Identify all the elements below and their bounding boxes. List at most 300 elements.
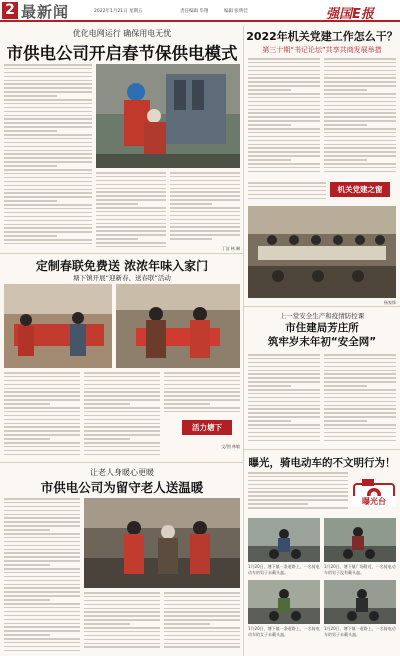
story3-photo-right	[116, 284, 240, 368]
body-text-line	[248, 370, 320, 372]
body-text-line	[324, 358, 396, 360]
body-text-line	[248, 109, 320, 111]
body-text-line	[248, 74, 320, 76]
body-text-line	[164, 631, 240, 633]
body-text-line	[84, 631, 160, 633]
body-text-line	[324, 89, 367, 91]
body-text-line	[4, 498, 80, 500]
body-text-line	[324, 393, 396, 395]
body-text-line	[4, 399, 80, 401]
body-text-line	[324, 105, 396, 107]
body-text-line	[84, 454, 160, 456]
body-text-line	[324, 401, 396, 403]
body-text-line	[84, 384, 160, 386]
body-text-line	[4, 384, 80, 386]
body-text-line	[324, 70, 396, 72]
body-text-line	[248, 488, 348, 490]
body-text-line	[324, 128, 396, 130]
story2-body-col3	[248, 182, 326, 202]
story4-kicker: 上一堂安全生产和疫情防控课	[279, 312, 365, 320]
story6-body-col3	[164, 592, 240, 654]
body-text-line	[84, 372, 160, 374]
body-text-line	[4, 177, 92, 179]
body-text-line	[4, 103, 92, 105]
body-text-line	[170, 176, 240, 178]
body-text-line	[248, 491, 348, 493]
body-text-line	[4, 204, 92, 206]
body-text-line	[96, 203, 138, 205]
body-text-line	[164, 372, 240, 374]
body-text-line	[164, 635, 240, 637]
body-text-line	[248, 66, 320, 68]
body-text-line	[4, 626, 80, 628]
body-text-line	[84, 635, 160, 637]
body-text-line	[170, 226, 240, 228]
story1-body-col1	[4, 64, 92, 250]
story6-body-col2	[84, 592, 160, 654]
body-text-line	[248, 405, 320, 407]
body-text-line	[248, 159, 291, 161]
story2-photo	[248, 206, 396, 298]
body-text-line	[4, 634, 50, 636]
body-text-line	[4, 537, 80, 539]
body-text-line	[84, 615, 160, 617]
body-text-line	[84, 411, 160, 413]
body-text-line	[84, 403, 130, 405]
body-text-line	[248, 171, 320, 173]
column-divider	[243, 26, 244, 656]
body-text-line	[248, 408, 320, 410]
story6-headline: 市供电公司为留守老人送温暖	[40, 480, 204, 495]
body-text-line	[4, 514, 80, 516]
body-text-line	[324, 436, 396, 438]
body-text-line	[4, 200, 57, 202]
body-text-line	[324, 159, 367, 161]
body-text-line	[84, 391, 160, 393]
body-text-line	[96, 234, 166, 236]
body-text-line	[248, 366, 320, 368]
editor-credit: 责任编辑 毕翔	[180, 9, 209, 14]
body-text-line	[96, 199, 166, 201]
body-text-line	[248, 428, 320, 430]
body-text-line	[170, 223, 240, 225]
body-text-line	[164, 646, 240, 648]
body-text-line	[4, 611, 80, 613]
body-text-line	[4, 243, 92, 245]
story2-tag-box	[330, 182, 390, 197]
body-text-line	[324, 424, 396, 426]
body-text-line	[4, 549, 80, 551]
story2-subhead: 第三十期“书记论坛”共享共商发展举措	[262, 46, 382, 54]
body-text-line	[4, 196, 92, 198]
body-text-line	[248, 112, 320, 114]
body-text-line	[248, 77, 320, 79]
body-text-line	[248, 151, 320, 153]
story1-kicker: 优化电网运行 确保用电无忧	[72, 29, 172, 38]
story3-tag: 活力塘下	[182, 420, 232, 435]
body-text-line	[4, 430, 80, 432]
body-text-line	[4, 227, 92, 229]
body-text-line	[170, 234, 240, 236]
body-text-line	[84, 592, 160, 594]
body-text-line	[4, 208, 92, 210]
body-text-line	[4, 83, 92, 85]
body-text-line	[324, 147, 396, 149]
body-text-line	[248, 499, 348, 501]
body-text-line	[4, 446, 80, 448]
body-text-line	[164, 615, 240, 617]
body-text-line	[4, 619, 80, 621]
body-text-line	[4, 615, 80, 617]
body-text-line	[324, 362, 396, 364]
body-text-line	[170, 203, 212, 205]
exposure-badge	[352, 474, 396, 510]
body-text-line	[4, 72, 92, 74]
body-text-line	[4, 411, 80, 413]
body-text-line	[324, 136, 396, 138]
body-text-line	[248, 116, 320, 118]
body-text-line	[84, 376, 160, 378]
body-text-line	[248, 136, 320, 138]
body-text-line	[324, 370, 396, 372]
body-text-line	[324, 354, 396, 356]
body-text-line	[4, 510, 80, 512]
body-text-line	[96, 207, 166, 209]
body-text-line	[4, 607, 80, 609]
body-text-line	[164, 611, 240, 613]
body-text-line	[4, 99, 92, 101]
body-text-line	[84, 380, 160, 382]
story3-headline: 定制春联免费送 浓浓年味入家门	[35, 259, 209, 273]
body-text-line	[248, 412, 320, 414]
body-text-line	[164, 643, 240, 645]
story1-photo	[96, 64, 240, 168]
body-text-line	[4, 165, 57, 167]
body-text-line	[248, 381, 320, 383]
body-text-line	[4, 235, 57, 237]
body-text-line	[4, 419, 80, 421]
body-text-line	[4, 76, 92, 78]
body-text-line	[84, 426, 160, 428]
body-text-line	[4, 157, 92, 159]
body-text-line	[248, 397, 320, 399]
body-text-line	[4, 450, 80, 452]
body-text-line	[84, 438, 130, 440]
story5-body	[248, 472, 348, 514]
body-text-line	[4, 595, 80, 597]
body-text-line	[4, 239, 92, 241]
body-text-line	[248, 70, 320, 72]
story3-subhead: 塘下镇开展“迎新春、送春联”活动	[73, 274, 171, 282]
body-text-line	[4, 64, 92, 66]
body-text-line	[4, 68, 92, 70]
body-text-line	[324, 140, 396, 142]
body-text-line	[96, 223, 166, 225]
body-text-line	[84, 643, 160, 645]
body-text-line	[248, 373, 320, 375]
body-text-line	[248, 480, 348, 482]
body-text-line	[96, 211, 166, 213]
body-text-line	[84, 446, 160, 448]
body-text-line	[4, 142, 92, 144]
body-text-line	[84, 623, 130, 625]
body-text-line	[4, 380, 80, 382]
body-text-line	[248, 155, 320, 157]
story3-photo-left	[4, 284, 112, 368]
body-text-line	[248, 163, 320, 165]
story5-photo-3	[248, 580, 320, 624]
body-text-line	[84, 608, 160, 610]
body-text-line	[324, 151, 396, 153]
body-text-line	[4, 423, 80, 425]
body-text-line	[170, 219, 240, 221]
body-text-line	[324, 385, 367, 387]
body-text-line	[324, 432, 396, 434]
body-text-line	[170, 238, 212, 240]
body-text-line	[248, 124, 291, 126]
section-divider	[0, 253, 243, 254]
body-text-line	[324, 116, 396, 118]
body-text-line	[4, 91, 92, 93]
body-text-line	[4, 403, 50, 405]
body-text-line	[4, 438, 50, 440]
body-text-line	[4, 580, 80, 582]
body-text-line	[170, 188, 240, 190]
body-text-line	[248, 194, 326, 196]
body-text-line	[324, 428, 396, 430]
body-text-line	[4, 576, 80, 578]
body-text-line	[324, 366, 396, 368]
body-text-line	[96, 180, 166, 182]
body-text-line	[84, 415, 160, 417]
story5-caption-3: 1月20日，塘下镇一条道路上，一名骑电动车的女子未戴头盔。	[248, 626, 320, 637]
body-text-line	[4, 568, 80, 570]
body-text-line	[4, 115, 92, 117]
body-text-line	[4, 623, 80, 625]
body-text-line	[4, 442, 80, 444]
section-name: 最新闻	[21, 3, 70, 21]
body-text-line	[96, 246, 166, 248]
body-text-line	[4, 391, 80, 393]
body-text-line	[324, 408, 396, 410]
body-text-line	[248, 476, 348, 478]
body-text-line	[164, 403, 210, 405]
body-text-line	[4, 533, 80, 535]
body-text-line	[248, 436, 320, 438]
body-text-line	[248, 89, 291, 91]
body-text-line	[4, 372, 80, 374]
story5-photo-1	[248, 518, 320, 562]
body-text-line	[164, 407, 240, 409]
story6-kicker: 让老人身暖心更暖	[90, 468, 154, 477]
body-text-line	[170, 215, 240, 217]
body-text-line	[248, 140, 320, 142]
body-text-line	[4, 541, 80, 543]
body-text-line	[96, 184, 166, 186]
body-text-line	[84, 430, 160, 432]
body-text-line	[248, 198, 326, 200]
body-text-line	[170, 184, 240, 186]
body-text-line	[324, 397, 396, 399]
body-text-line	[4, 150, 92, 152]
body-text-line	[4, 153, 92, 155]
body-text-line	[96, 215, 166, 217]
body-text-line	[324, 373, 396, 375]
body-text-line	[248, 128, 320, 130]
story2-headline: 2022年机关党建工作怎么干？	[246, 30, 398, 43]
story2-author: 杨家锋	[384, 300, 396, 305]
body-text-line	[4, 185, 92, 187]
body-text-line	[96, 172, 166, 174]
body-text-line	[248, 385, 291, 387]
body-text-line	[4, 545, 80, 547]
story1-body-col2	[96, 172, 166, 250]
story5-caption-1: 1月20日，塘下镇一条道路上，一名骑电动车的男子未戴头盔。	[248, 564, 320, 575]
body-text-line	[248, 495, 348, 497]
body-text-line	[164, 391, 240, 393]
story4-headline: 市住建局芳庄所 筑牢岁末年初“安全网”	[267, 322, 377, 348]
body-text-line	[84, 423, 160, 425]
body-text-line	[4, 118, 92, 120]
body-text-line	[324, 77, 396, 79]
body-text-line	[248, 167, 320, 169]
body-text-line	[164, 376, 240, 378]
body-text-line	[84, 600, 160, 602]
body-text-line	[4, 407, 80, 409]
body-text-line	[164, 411, 240, 413]
section-divider	[244, 449, 400, 450]
body-text-line	[96, 191, 166, 193]
body-text-line	[4, 591, 80, 593]
body-text-line	[324, 163, 396, 165]
body-text-line	[4, 138, 92, 140]
body-text-line	[248, 120, 320, 122]
body-text-line	[84, 395, 160, 397]
body-text-line	[164, 399, 240, 401]
story2-body-col1	[248, 58, 320, 178]
body-text-line	[84, 407, 160, 409]
body-text-line	[4, 134, 92, 136]
story4-body-col1	[248, 354, 320, 446]
body-text-line	[4, 525, 80, 527]
body-text-line	[324, 416, 396, 418]
body-text-line	[84, 627, 160, 629]
body-text-line	[4, 395, 80, 397]
body-text-line	[170, 230, 240, 232]
body-text-line	[248, 358, 320, 360]
body-text-line	[4, 642, 80, 644]
body-text-line	[4, 376, 80, 378]
story3-tag-box	[182, 420, 232, 435]
body-text-line	[164, 380, 240, 382]
body-text-line	[4, 517, 80, 519]
body-text-line	[164, 596, 240, 598]
body-text-line	[4, 584, 80, 586]
body-text-line	[248, 484, 348, 486]
body-text-line	[248, 101, 320, 103]
body-text-line	[4, 415, 80, 417]
body-text-line	[248, 85, 320, 87]
body-text-line	[164, 388, 240, 390]
body-text-line	[324, 62, 396, 64]
body-text-line	[164, 623, 210, 625]
body-text-line	[248, 389, 320, 391]
body-text-line	[164, 604, 240, 606]
body-text-line	[324, 58, 396, 60]
body-text-line	[4, 434, 80, 436]
body-text-line	[96, 219, 166, 221]
body-text-line	[84, 442, 160, 444]
body-text-line	[248, 420, 291, 422]
story5-photo-2	[324, 518, 396, 562]
body-text-line	[84, 596, 160, 598]
body-text-line	[324, 440, 396, 442]
body-text-line	[324, 132, 396, 134]
story1-author: 丁洁 林 琳	[221, 246, 240, 251]
designer-credit: 编辑 张明佳	[224, 9, 248, 14]
body-text-line	[4, 599, 50, 601]
body-text-line	[324, 377, 396, 379]
body-text-line	[4, 454, 80, 456]
body-text-line	[170, 199, 240, 201]
body-text-line	[4, 587, 80, 589]
body-text-line	[4, 552, 80, 554]
body-text-line	[324, 97, 396, 99]
body-text-line	[4, 556, 80, 558]
body-text-line	[324, 120, 396, 122]
body-text-line	[324, 420, 367, 422]
body-text-line	[4, 146, 92, 148]
body-text-line	[4, 572, 80, 574]
body-text-line	[4, 220, 92, 222]
story6-photo	[84, 498, 240, 588]
body-text-line	[248, 377, 320, 379]
body-text-line	[248, 362, 320, 364]
body-text-line	[170, 191, 240, 193]
body-text-line	[84, 639, 160, 641]
body-text-line	[324, 101, 396, 103]
body-text-line	[4, 529, 50, 531]
body-text-line	[4, 95, 57, 97]
body-text-line	[324, 112, 396, 114]
body-text-line	[4, 169, 92, 171]
body-text-line	[248, 132, 320, 134]
body-text-line	[164, 600, 240, 602]
body-text-line	[248, 58, 320, 60]
body-text-line	[96, 195, 166, 197]
body-text-line	[164, 592, 240, 594]
newspaper-logo: 强国E报	[326, 7, 374, 22]
body-text-line	[84, 434, 160, 436]
body-text-line	[4, 646, 80, 648]
body-text-line	[4, 181, 92, 183]
body-text-line	[324, 124, 367, 126]
story4-body-col2	[324, 354, 396, 446]
body-text-line	[324, 381, 396, 383]
body-text-line	[324, 155, 396, 157]
body-text-line	[164, 384, 240, 386]
body-text-line	[4, 130, 57, 132]
body-text-line	[96, 188, 166, 190]
story3-body-col2	[84, 372, 160, 460]
body-text-line	[324, 93, 396, 95]
body-text-line	[96, 238, 138, 240]
story1-body-col3	[170, 172, 240, 246]
body-text-line	[324, 171, 396, 173]
body-text-line	[4, 212, 92, 214]
body-text-line	[4, 224, 92, 226]
body-text-line	[4, 122, 92, 124]
